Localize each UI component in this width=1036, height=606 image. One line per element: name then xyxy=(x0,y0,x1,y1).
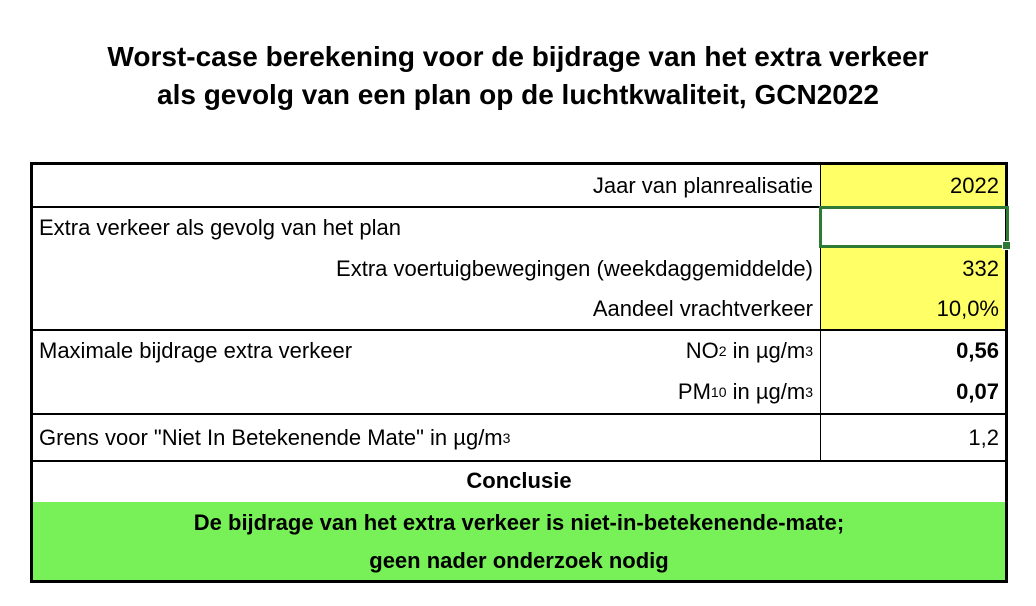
title-line-1: Worst-case berekening voor de bijdrage van het extra verkeer xyxy=(107,41,929,72)
no2-pre: NO xyxy=(685,338,719,363)
no2-mid: in µg/m xyxy=(726,338,806,363)
row-jaar xyxy=(33,165,1005,206)
no2-sub: 2 xyxy=(718,343,727,359)
calculation-table xyxy=(30,162,1008,583)
voertuigbewegingen-value-cell[interactable]: 332 xyxy=(821,248,1005,289)
vrachtverkeer-value-cell[interactable]: 10,0% xyxy=(821,289,1005,329)
conclusie-line-1: De bijdrage van het extra verkeer is niet-in-betekenende-mate; xyxy=(193,510,845,535)
grens-label-text: Grens voor "Niet In Betekenende Mate" in µg/m xyxy=(39,424,503,450)
row-voertuigbewegingen xyxy=(33,248,1005,289)
selected-cell-outline xyxy=(819,206,1009,248)
row-no2 xyxy=(33,331,1005,371)
conclusie-heading: Conclusie xyxy=(466,468,572,493)
pm10-pre: PM xyxy=(677,379,711,404)
page-title xyxy=(0,38,1036,114)
pm10-value-cell[interactable]: 0,07 xyxy=(956,379,999,404)
no2-sup: 3 xyxy=(805,343,813,359)
no2-unit-label xyxy=(686,331,813,371)
pm10-sub: 10 xyxy=(710,384,727,400)
pm10-unit-label xyxy=(678,371,813,413)
conclusie-line-2: geen nader onderzoek nodig xyxy=(369,548,669,573)
row-vrachtverkeer xyxy=(33,289,1005,329)
title-line-2: als gevolg van een plan op de luchtkwaliteit, GCN2022 xyxy=(157,79,879,110)
conclusie-box xyxy=(33,502,1005,580)
pm10-sup: 3 xyxy=(805,384,813,400)
grens-value-cell[interactable]: 1,2 xyxy=(968,424,999,450)
no2-value-cell[interactable]: 0,56 xyxy=(956,338,999,363)
extra-verkeer-label: Extra verkeer als gevolg van het plan xyxy=(39,215,401,240)
jaar-value-cell[interactable]: 2022 xyxy=(821,165,1005,206)
pm10-mid: in µg/m xyxy=(726,379,806,404)
jaar-label: Jaar van planrealisatie xyxy=(592,172,813,198)
row-pm10 xyxy=(33,371,1005,413)
grens-label xyxy=(39,415,510,460)
grens-sup: 3 xyxy=(502,429,511,446)
max-bijdrage-label: Maximale bijdrage extra verkeer xyxy=(39,338,353,363)
vrachtverkeer-label: Aandeel vrachtverkeer xyxy=(592,296,813,321)
row-grens xyxy=(33,415,1005,460)
fill-handle[interactable] xyxy=(1002,241,1011,250)
voertuigbewegingen-label: Extra voertuigbewegingen (weekdaggemiddelde) xyxy=(336,255,813,281)
